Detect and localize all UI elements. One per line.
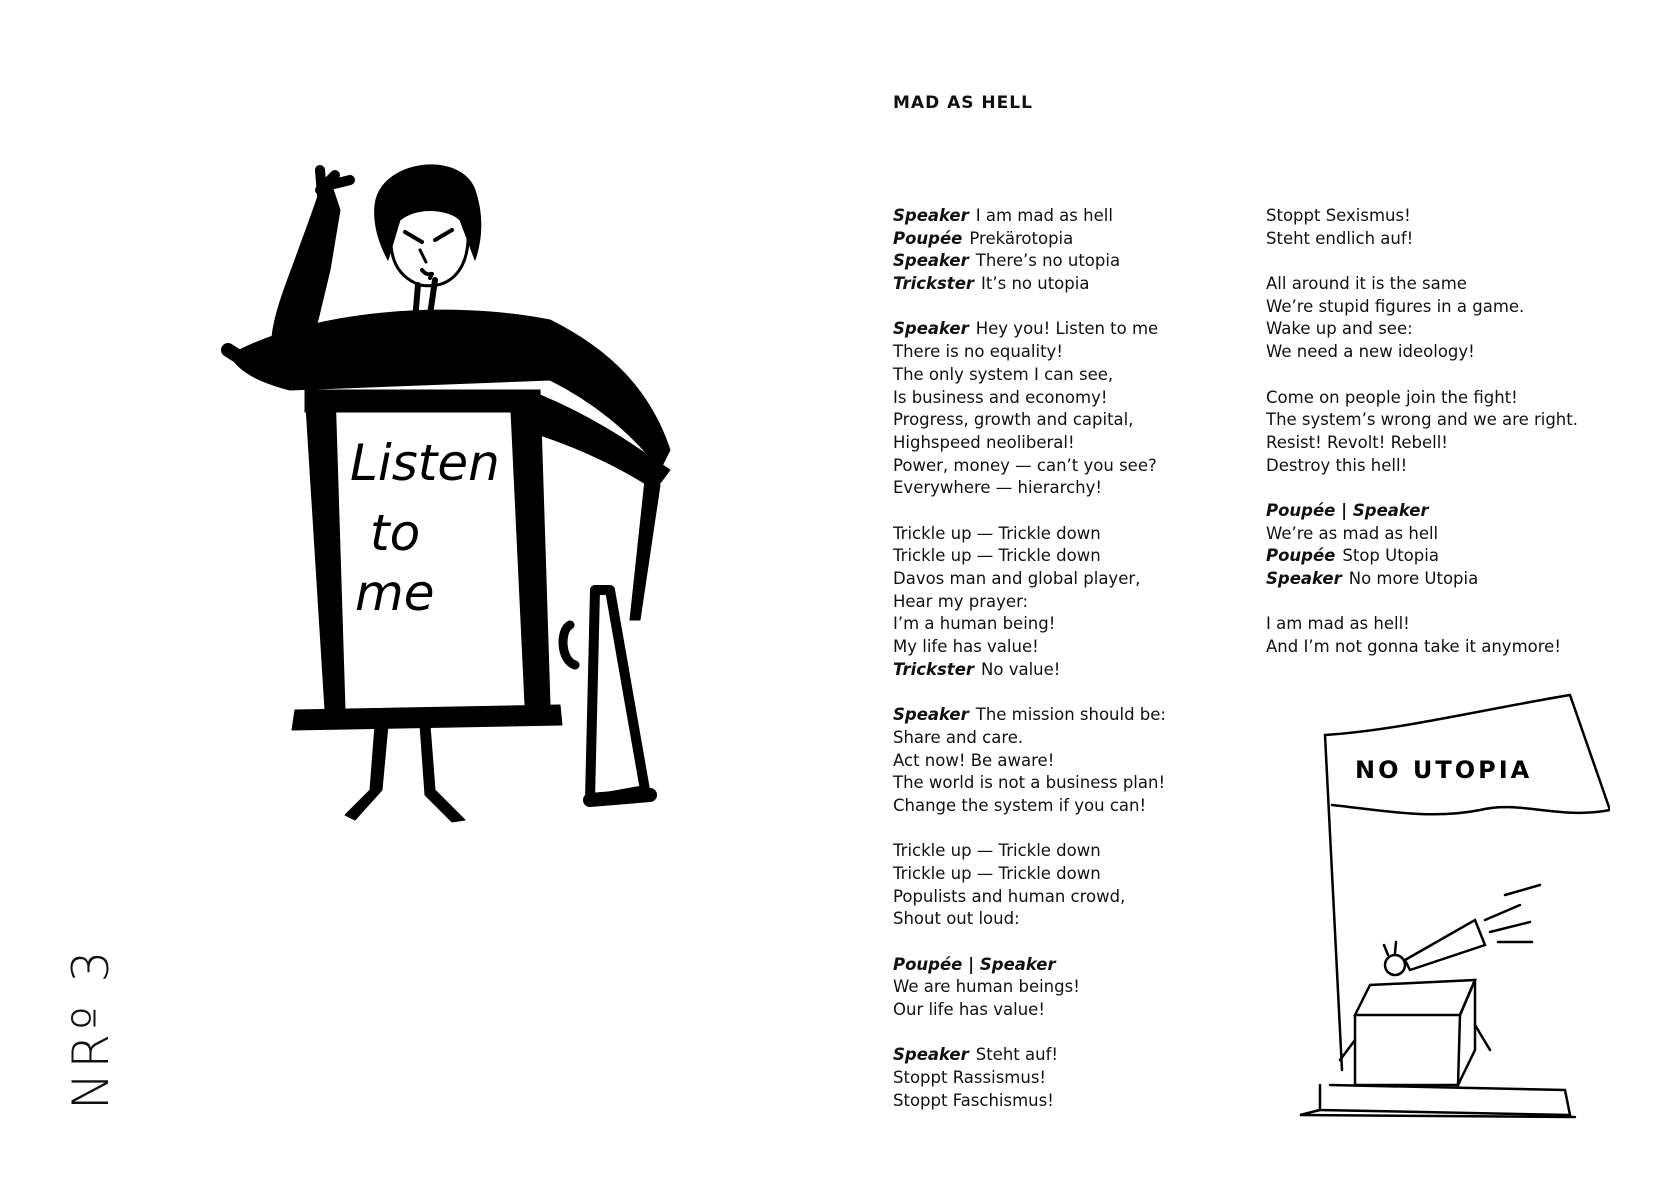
lyric-text: There’s no utopia: [975, 251, 1121, 271]
lyric-text: We’re stupid figures in a game.: [1266, 296, 1525, 316]
lyric-text: Stoppt Rassismus!: [893, 1068, 1047, 1088]
lyric-text: And I’m not gonna take it anymore!: [1266, 637, 1561, 657]
lyric-text: Hear my prayer:: [893, 591, 1029, 611]
lyric-line: [1266, 636, 1626, 659]
lyric-line: [893, 545, 1253, 568]
lyric-line: [893, 591, 1253, 614]
page-number-label: NRº 3: [62, 946, 120, 1110]
lyric-text: Populists and human crowd,: [893, 886, 1126, 906]
lyric-text: Trickle up — Trickle down: [893, 523, 1101, 543]
lyric-text: All around it is the same: [1266, 274, 1467, 294]
lyric-text: The system’s wrong and we are right.: [1266, 410, 1578, 430]
shirt-text-to: to: [370, 504, 421, 562]
stanza-gap: [1266, 477, 1626, 500]
lyric-text: Shout out loud:: [893, 909, 1020, 929]
lyric-text: I’m a human being!: [893, 614, 1056, 634]
lyric-text: Wake up and see:: [1266, 319, 1413, 339]
lyric-text: My life has value!: [893, 637, 1039, 657]
speaker-role: Speaker: [893, 705, 969, 725]
lyric-line: [893, 432, 1253, 455]
no-utopia-flag-illustration: [1280, 670, 1610, 1130]
lyric-text: It’s no utopia: [981, 274, 1090, 294]
speaker-role: Speaker: [1266, 569, 1342, 588]
speaker-role: Poupée | Speaker: [893, 954, 1056, 974]
speaker-role: Trickster: [893, 659, 975, 679]
lyric-text: Change the system if you can!: [893, 795, 1147, 815]
stanza-gap: [893, 681, 1253, 704]
stanza-gap: [893, 296, 1253, 319]
lyric-text: The only system I can see,: [893, 364, 1114, 384]
lyric-line: [1266, 409, 1626, 432]
lyric-text: Come on people join the fight!: [1266, 387, 1518, 407]
lyric-text: The mission should be:: [975, 705, 1166, 725]
lyric-line: [1266, 523, 1626, 546]
lyric-line: [1266, 296, 1626, 319]
flag-text: NO UTOPIA: [1355, 756, 1533, 784]
lyric-line: [893, 477, 1253, 500]
lyric-line: [893, 250, 1253, 273]
lyric-text: Prekärotopia: [969, 228, 1074, 248]
lyric-line: [1266, 205, 1626, 228]
lyric-text: Davos man and global player,: [893, 569, 1141, 588]
lyric-text: Resist! Revolt! Rebell!: [1266, 432, 1448, 452]
lyric-line: [893, 704, 1253, 727]
lyric-text: We need a new ideology!: [1266, 342, 1475, 362]
lyric-line: [1266, 455, 1626, 478]
lyric-line: [893, 908, 1253, 931]
lyric-line: [893, 863, 1253, 886]
stanza-gap: [893, 818, 1253, 841]
lyric-line: [1266, 545, 1626, 568]
lyric-text: We are human beings!: [893, 977, 1080, 997]
lyric-line: [893, 1090, 1253, 1113]
lyric-line: [1266, 500, 1626, 523]
speaker-role: Poupée | Speaker: [1266, 500, 1429, 520]
lyric-line: [893, 976, 1253, 999]
stanza-gap: [1266, 250, 1626, 273]
speaker-role: Speaker: [893, 206, 969, 225]
lyric-line: [1266, 387, 1626, 410]
lyric-text: Our life has value!: [893, 1000, 1045, 1020]
lyric-text: Trickle up — Trickle down: [893, 546, 1101, 566]
lyric-text: No value!: [981, 659, 1061, 679]
lyric-line: [893, 840, 1253, 863]
speaker-role: Trickster: [893, 274, 975, 294]
lyric-text: Highspeed neoliberal!: [893, 432, 1075, 452]
lyric-text: Trickle up — Trickle down: [893, 863, 1101, 883]
lyric-line: [893, 1067, 1253, 1090]
speaker-role: Speaker: [893, 1045, 969, 1065]
lyrics-column-2: [1266, 205, 1626, 659]
speaker-role: Speaker: [893, 251, 969, 271]
lyric-text: I am mad as hell: [975, 206, 1113, 225]
lyric-line: [893, 387, 1253, 410]
lyric-line: [893, 636, 1253, 659]
lyric-text: We’re as mad as hell: [1266, 523, 1439, 543]
lyric-text: Stoppt Sexismus!: [1266, 206, 1411, 225]
stanza-gap: [893, 500, 1253, 523]
lyric-text: Destroy this hell!: [1266, 455, 1408, 475]
lyric-line: [893, 999, 1253, 1022]
song-title: MAD AS HELL: [893, 93, 1033, 113]
lyric-text: Stop Utopia: [1342, 546, 1439, 566]
lyric-text: Steht auf!: [975, 1045, 1058, 1065]
lyric-line: [893, 954, 1253, 977]
lyric-text: Trickle up — Trickle down: [893, 841, 1101, 861]
lyric-text: Steht endlich auf!: [1266, 228, 1414, 248]
lyric-text: Progress, growth and capital,: [893, 410, 1134, 430]
stanza-gap: [893, 931, 1253, 954]
speaker-role: Speaker: [893, 319, 969, 339]
lyric-line: [1266, 432, 1626, 455]
lyric-line: [893, 1044, 1253, 1067]
lyric-line: [893, 772, 1253, 795]
lyric-text: Hey you! Listen to me: [975, 319, 1159, 339]
lyric-line: [893, 659, 1253, 682]
lyric-line: [893, 205, 1253, 228]
lyric-line: [893, 409, 1253, 432]
lyric-line: [893, 795, 1253, 818]
lyric-text: Power, money — can’t you see?: [893, 455, 1157, 475]
lyric-line: [893, 727, 1253, 750]
lyric-line: [893, 273, 1253, 296]
lyric-line: [1266, 341, 1626, 364]
lyric-text: Is business and economy!: [893, 387, 1108, 407]
lyric-line: [893, 341, 1253, 364]
lyric-text: Act now! Be aware!: [893, 750, 1055, 770]
lyric-line: [1266, 273, 1626, 296]
lyric-line: [893, 455, 1253, 478]
lyric-text: The world is not a business plan!: [893, 773, 1166, 793]
lyric-line: [893, 523, 1253, 546]
lyric-line: [893, 568, 1253, 591]
lyric-line: [893, 750, 1253, 773]
stanza-gap: [1266, 591, 1626, 614]
lyric-text: I am mad as hell!: [1266, 614, 1410, 634]
shirt-text-me: me: [355, 564, 435, 622]
lyric-line: [893, 318, 1253, 341]
shirt-text-listen: Listen: [350, 434, 500, 492]
lyric-line: [893, 228, 1253, 251]
speaker-role: Poupée: [1266, 546, 1336, 566]
lyrics-column-1: [893, 205, 1253, 1113]
lyric-line: [1266, 228, 1626, 251]
lyric-line: [1266, 568, 1626, 591]
lyric-text: There is no equality!: [893, 342, 1063, 362]
lyric-line: [1266, 613, 1626, 636]
lyric-text: Everywhere — hierarchy!: [893, 478, 1102, 498]
lyric-line: [893, 613, 1253, 636]
stanza-gap: [893, 1022, 1253, 1045]
stanza-gap: [1266, 364, 1626, 387]
speaker-role: Poupée: [893, 228, 963, 248]
lyric-line: [1266, 318, 1626, 341]
lyric-text: Share and care.: [893, 727, 1024, 747]
lyric-text: No more Utopia: [1348, 569, 1479, 588]
lyric-line: [893, 886, 1253, 909]
figure-illustration: [130, 150, 780, 910]
lyric-line: [893, 364, 1253, 387]
lyric-text: Stoppt Faschismus!: [893, 1090, 1054, 1110]
